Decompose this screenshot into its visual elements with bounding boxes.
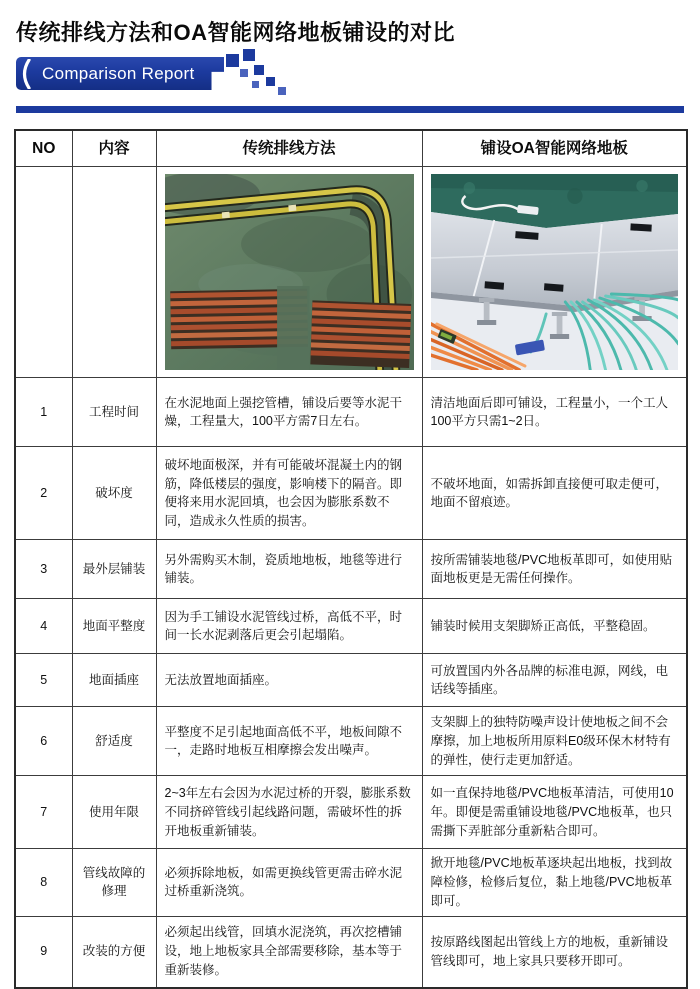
row-no: 3 (15, 540, 72, 599)
row-no: 9 (15, 916, 72, 988)
row-oa: 铺装时候用支架脚矫正高低，平整稳固。 (422, 599, 687, 654)
table-row (15, 916, 687, 988)
table-row (15, 599, 687, 654)
row-oa: 按原路线图起出管线上方的地板，重新铺设管线即可，地上家具只要移开即可。 (422, 916, 687, 988)
row-traditional: 因为手工铺设水泥管线过桥，高低不平，时间一长水泥剥落后更会引起塌陷。 (156, 599, 422, 654)
row-item: 地面插座 (72, 654, 156, 707)
row-item: 使用年限 (72, 776, 156, 849)
row-oa: 清洁地面后即可铺设，工程量小，一个工人100平方只需1~2日。 (422, 378, 687, 447)
table-row (15, 776, 687, 849)
row-oa: 掀开地毯/PVC地板革逐块起出地板，找到故障检修，检修后复位，黏上地毯/PVC地板革即可。 (422, 849, 687, 916)
row-traditional: 在水泥地面上强挖管槽，铺设后要等水泥干燥，工程量大，100平方需7日左右。 (156, 378, 422, 447)
comparison-report-banner (16, 57, 686, 99)
table-row (15, 707, 687, 776)
photo-row (15, 167, 687, 378)
white-arc-icon (19, 59, 39, 89)
row-no: 4 (15, 599, 72, 654)
table-header-row (15, 130, 687, 167)
photo-row-no-cell (15, 167, 72, 378)
table-row (15, 540, 687, 599)
row-item: 舒适度 (72, 707, 156, 776)
row-item: 地面平整度 (72, 599, 156, 654)
traditional-conduits-on-concrete-photo (165, 174, 414, 370)
oa-raised-network-floor-photo (431, 174, 679, 370)
row-traditional: 平整度不足引起地面高低不平，地板间隙不一，走路时地板互相摩擦会发出噪声。 (156, 707, 422, 776)
row-traditional: 必须起出线管，回填水泥浇筑，再次挖槽铺设，地上地板家具全部需要移除，基本等于重新装修。 (156, 916, 422, 988)
header-oa-floor: 铺设OA智能网络地板 (422, 130, 687, 167)
row-traditional: 破坏地面极深，并有可能破坏混凝土内的钢筋，降低楼层的强度，影响楼下的隔音。即便将来用水泥回填，也会因为膨胀系数不同，造成永久性质的损害。 (156, 447, 422, 540)
row-item: 最外层铺装 (72, 540, 156, 599)
row-no: 6 (15, 707, 72, 776)
row-traditional: 2~3年左右会因为水泥过桥的开裂，膨胀系数不同挤碎管线引起线路问题，需破坏性的拆开地板重新铺装。 (156, 776, 422, 849)
oa-photo-cell (422, 167, 687, 378)
row-traditional: 无法放置地面插座。 (156, 654, 422, 707)
blue-divider-rule (16, 106, 684, 113)
header-item: 内容 (72, 130, 156, 167)
comparison-table (14, 129, 688, 989)
row-oa: 按所需铺装地毯/PVC地板革即可，如使用贴面地板更是无需任何操作。 (422, 540, 687, 599)
header-traditional: 传统排线方法 (156, 130, 422, 167)
table-row (15, 447, 687, 540)
row-item: 管线故障的修理 (72, 849, 156, 916)
row-oa: 可放置国内外各品牌的标准电源，网线，电话线等插座。 (422, 654, 687, 707)
table-row (15, 378, 687, 447)
banner-label: Comparison Report (42, 64, 195, 83)
row-oa: 不破坏地面，如需拆卸直接便可取走便可，地面不留痕迹。 (422, 447, 687, 540)
page-title: 传统排线方法和OA智能网络地板铺设的对比 (16, 20, 456, 45)
header-no: NO (15, 130, 72, 167)
row-no: 7 (15, 776, 72, 849)
traditional-photo-cell (156, 167, 422, 378)
row-oa: 如一直保持地毯/PVC地板革清洁，可使用10年。即便是需重铺设地毯/PVC地板革，也只需撕下弄脏部分重新粘合即可。 (422, 776, 687, 849)
row-item: 工程时间 (72, 378, 156, 447)
row-traditional: 另外需购买木制，瓷质地地板，地毯等进行铺装。 (156, 540, 422, 599)
row-oa: 支架脚上的独特防噪声设计使地板之间不会摩擦，加上地板所用原料E0级环保木材特有的弹性，使行走更加舒适。 (422, 707, 687, 776)
row-no: 5 (15, 654, 72, 707)
row-no: 2 (15, 447, 72, 540)
row-traditional: 必须拆除地板，如需更换线管更需击碎水泥过桥重新浇筑。 (156, 849, 422, 916)
orange-conduit-bundle-right (310, 301, 411, 369)
photo-row-item-cell (72, 167, 156, 378)
row-no: 8 (15, 849, 72, 916)
row-item: 改装的方便 (72, 916, 156, 988)
row-no: 1 (15, 378, 72, 447)
row-item: 破坏度 (72, 447, 156, 540)
table-row (15, 654, 687, 707)
